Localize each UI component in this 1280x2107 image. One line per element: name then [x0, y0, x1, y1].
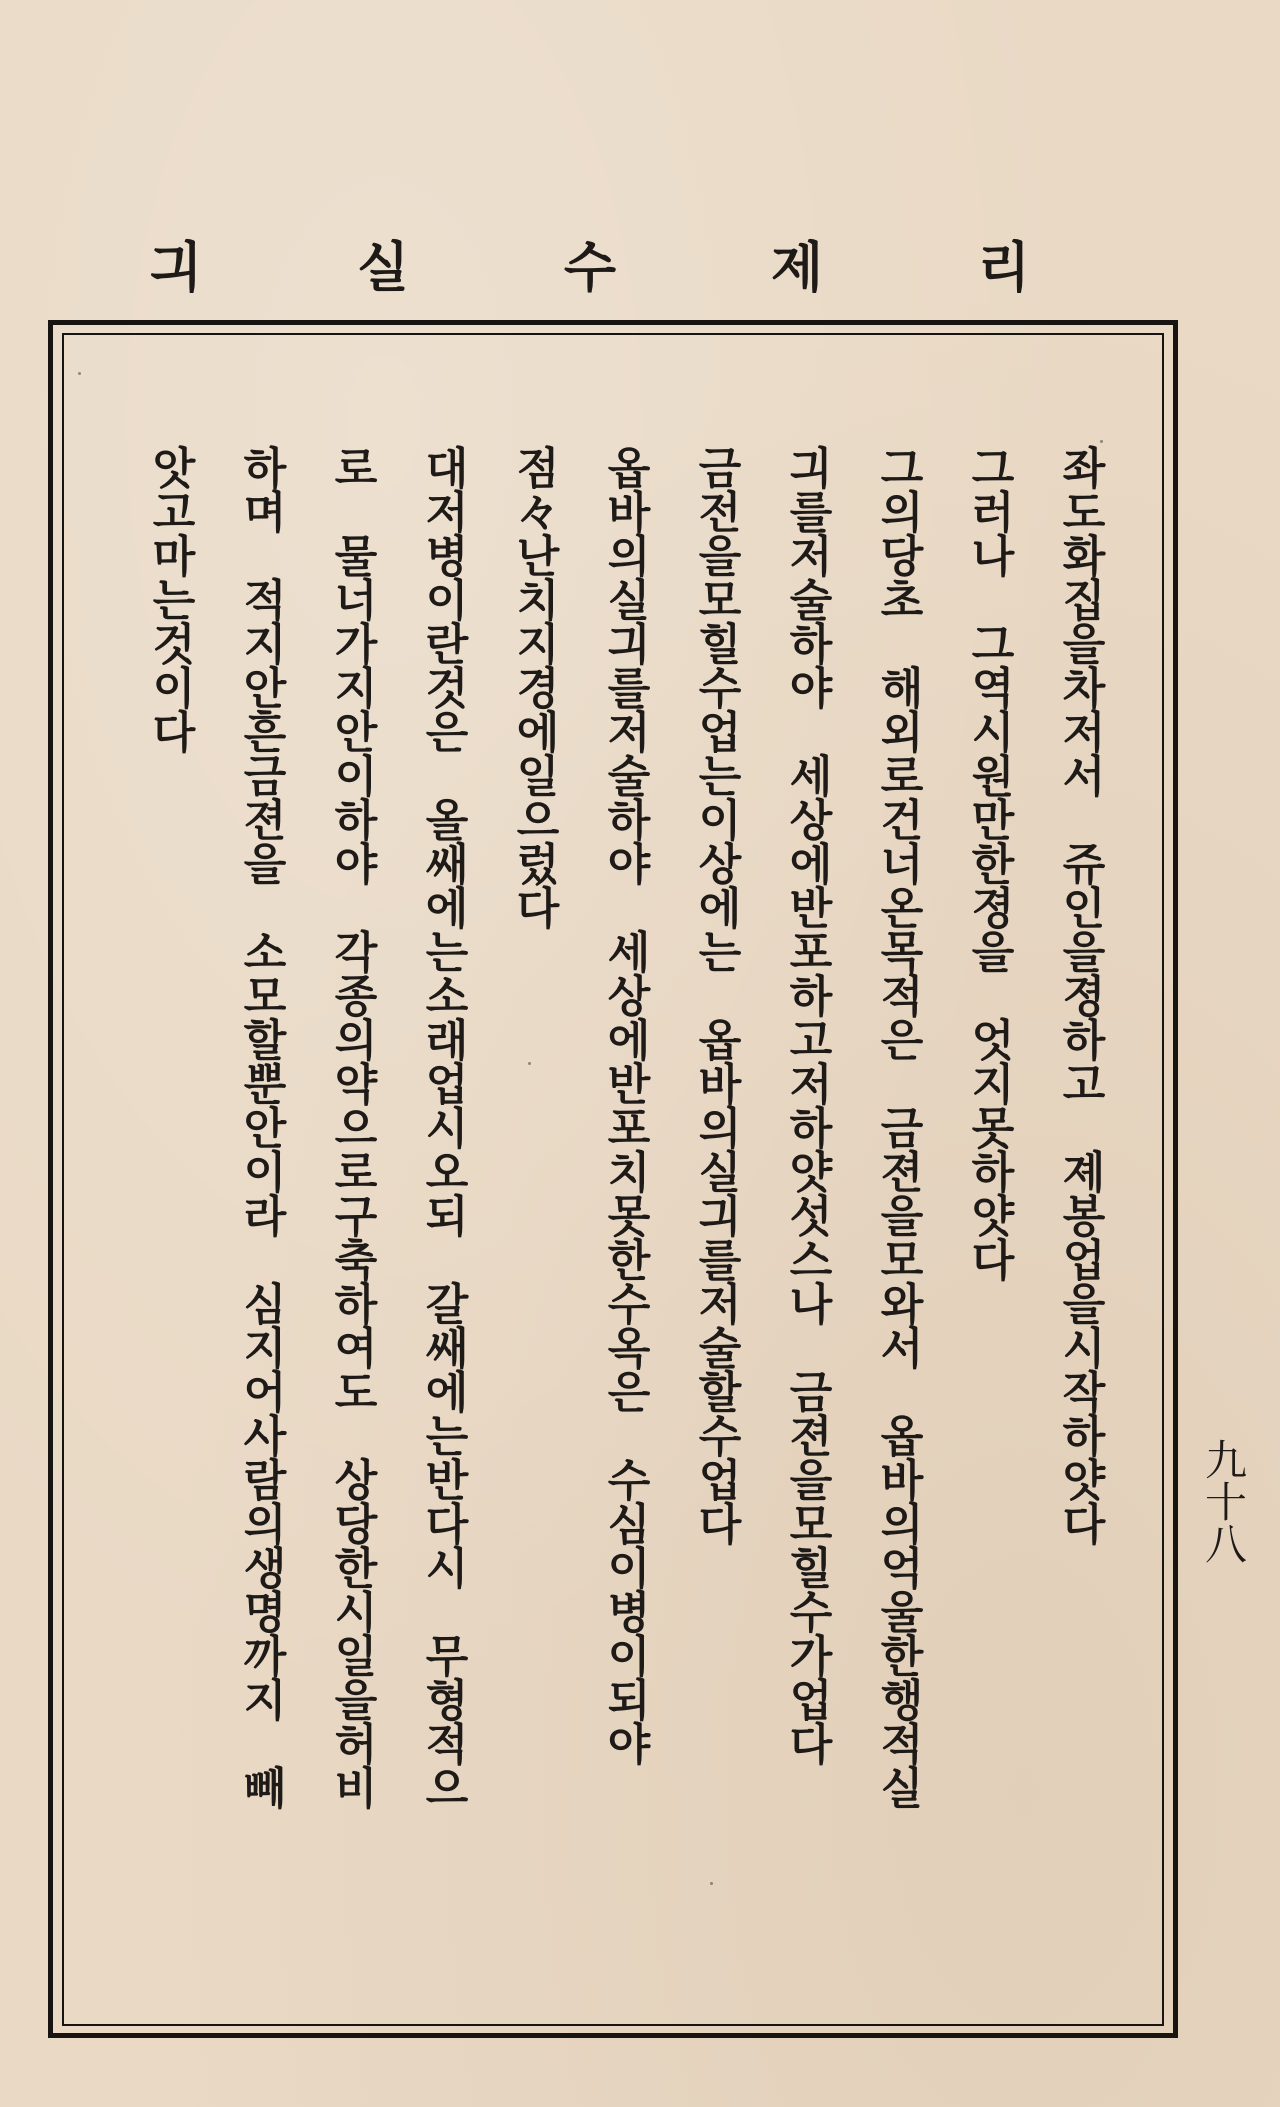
paper-speck [1100, 440, 1103, 443]
vertical-text-body [124, 445, 1125, 1965]
running-header-title [150, 232, 1030, 302]
text-column: 그러나 그역시원만한졍을 엇지못하얏다 [963, 445, 1014, 1281]
page-number: 九十八 [1199, 1438, 1248, 1564]
text-column: 대저병이란것은 올쌔에는소래업시오되 갈쌔에는반다시 무형적으 [417, 445, 468, 1809]
paper-speck [528, 1062, 531, 1065]
text-column: 앗고마는것이다 [144, 445, 195, 753]
header-char: 긔 [150, 235, 203, 299]
text-column: 옵바의실긔를저술하야 세상에반포치못한수옥은 수심이병이되야 [599, 445, 650, 1765]
header-char: 제 [770, 235, 824, 299]
text-column: 그의당초 해외로건너온목적은 금젼을모와서 옵바의억울한행적실 [872, 445, 923, 1809]
text-column: 점々난치지경에일으렀다 [508, 445, 559, 929]
text-column: 로 물너가지안이하야 각종의약으로구축하여도 상당한시일을허비 [326, 445, 377, 1809]
header-char: 수 [563, 235, 617, 299]
text-column: 긔를저술하야 세상에반포하고저하얏섯스나 금젼을모힐수가업다 [781, 445, 832, 1765]
header-char: 리 [977, 235, 1030, 299]
text-column: 금전을모힐수업는이상에는 옵바의실긔를저술할수업다 [690, 445, 741, 1545]
paper-speck [710, 1882, 713, 1885]
text-column: 좌도화집을차저서 쥬인을졍하고 졔봉업을시작하얏다 [1054, 445, 1105, 1545]
paper-speck [78, 372, 81, 375]
header-char: 실 [356, 235, 410, 299]
text-column: 하며 적지안흔금젼을 소모할뿐안이라 심지어사람의생명까지 빼 [235, 445, 286, 1809]
